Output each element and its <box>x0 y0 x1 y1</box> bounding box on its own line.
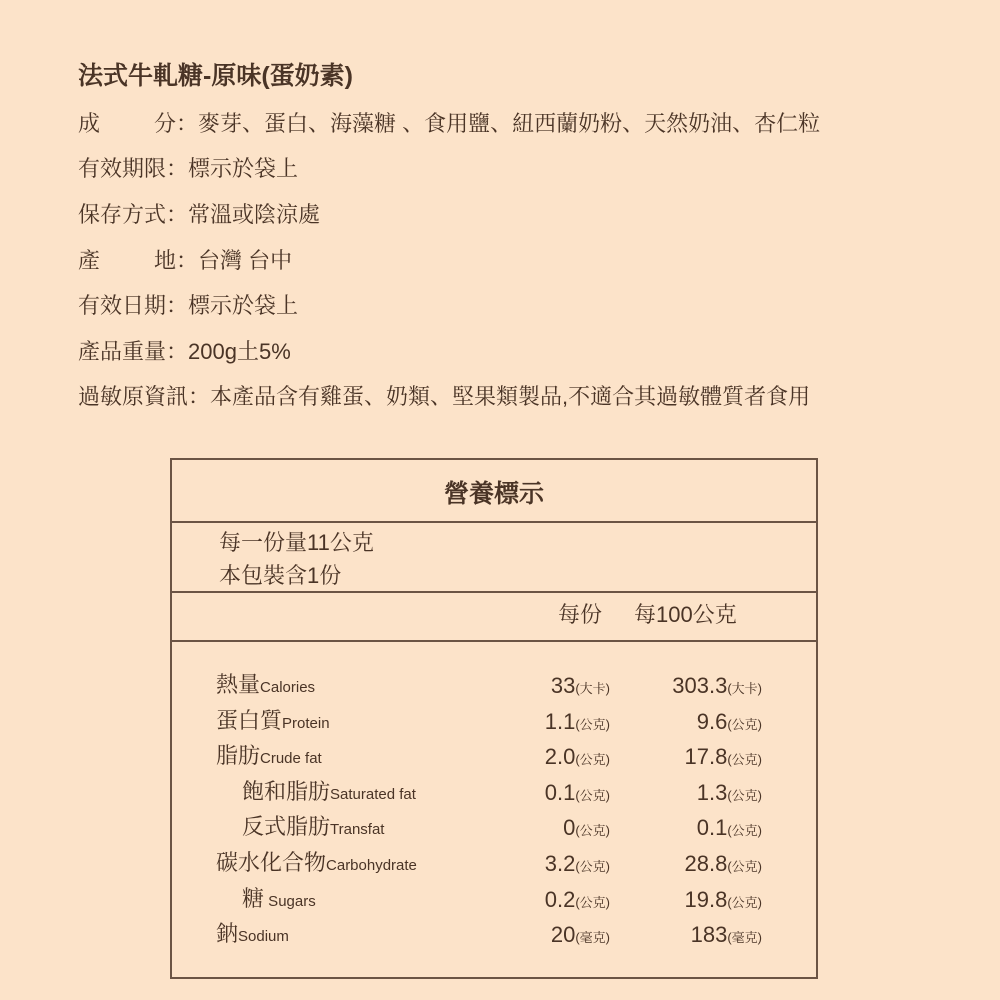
info-value: 本產品含有雞蛋、奶類、堅果類製品,不適合其過敏體質者食用 <box>210 384 811 409</box>
nutrition-table <box>170 458 818 979</box>
info-ingredients: 成分：麥芽、蛋白、海藻糖 、食用鹽、紐西蘭奶粉、天然奶油、杏仁粒 <box>78 107 820 138</box>
nutrient-name: 飽和脂肪Saturated fat <box>242 778 416 804</box>
nutrient-row <box>172 776 816 810</box>
nutrient-name: 糖 Sugars <box>242 885 316 911</box>
value-per-100g: 0.1(公克) <box>696 815 762 841</box>
value-per-serving: 1.1(公克) <box>544 708 610 734</box>
info-value: 常溫或陰涼處 <box>188 202 321 227</box>
value-per-100g: 9.6(公克) <box>696 708 762 734</box>
nutrient-row <box>172 811 816 845</box>
divider <box>172 640 816 642</box>
nutrient-name: 鈉Sodium <box>216 921 289 947</box>
value-per-100g: 1.3(公克) <box>696 779 762 805</box>
info-label: 產地 <box>78 248 176 273</box>
info-expiry: 有效日期：標示於袋上 <box>78 289 298 320</box>
info-value: 麥芽、蛋白、海藻糖 、食用鹽、紐西蘭奶粉、天然奶油、杏仁粒 <box>198 111 821 136</box>
info-label: 成分 <box>78 111 176 136</box>
value-per-serving: 3.2(公克) <box>544 851 610 876</box>
value-per-serving: 20(毫克) <box>550 922 610 948</box>
divider <box>172 521 816 523</box>
info-value: 200g土5% <box>188 339 291 364</box>
info-label: 有效期限 <box>78 156 167 181</box>
col-per-serving: 每份 <box>558 602 603 627</box>
divider <box>172 591 816 593</box>
value-per-100g: 19.8(公克) <box>684 886 762 912</box>
info-label: 產品重量 <box>78 339 167 364</box>
product-title: 法式牛軋糖-原味(蛋奶素) <box>78 62 353 90</box>
nutrient-name: 反式脂肪Transfat <box>242 814 385 840</box>
nutrient-row <box>172 847 816 881</box>
value-per-serving: 0.1(公克) <box>544 779 610 805</box>
nutrition-title: 營養標示 <box>443 480 544 508</box>
nutrient-name: 碳水化合物Carbohydrate <box>216 850 417 875</box>
info-origin: 產地：台灣 台中 <box>78 244 292 275</box>
nutrient-row <box>172 918 816 952</box>
serving-size: 每一份量11公克 <box>219 530 374 555</box>
nutrient-name: 脂肪Crude fat <box>216 743 322 769</box>
value-per-serving: 2.0(公克) <box>544 744 610 770</box>
info-allergen: 過敏原資訊：本產品含有雞蛋、奶類、堅果類製品,不適合其過敏體質者食用 <box>78 380 810 411</box>
info-storage: 保存方式：常溫或陰涼處 <box>78 198 320 229</box>
value-per-100g: 303.3(大卡) <box>672 673 762 698</box>
nutrient-row <box>172 883 816 917</box>
col-per-100g: 每100公克 <box>634 602 737 627</box>
info-label: 保存方式 <box>78 202 167 227</box>
nutrient-row <box>172 740 816 774</box>
nutrient-name: 熱量Calories <box>216 672 316 697</box>
nutrient-row <box>172 705 816 739</box>
value-per-serving: 0(公克) <box>563 815 610 841</box>
servings-per-pack: 本包裝含1份 <box>219 563 342 588</box>
value-per-100g: 183(毫克) <box>690 922 762 948</box>
info-value: 標示於袋上 <box>188 293 299 318</box>
info-label: 有效日期 <box>78 293 167 318</box>
info-shelf-life: 有效期限：標示於袋上 <box>78 152 298 183</box>
value-per-100g: 28.8(公克) <box>684 851 762 876</box>
value-per-serving: 33(大卡) <box>550 673 610 698</box>
value-per-serving: 0.2(公克) <box>544 886 610 912</box>
info-value: 台灣 台中 <box>198 248 293 273</box>
info-weight: 產品重量：200g土5% <box>78 335 291 366</box>
value-per-100g: 17.8(公克) <box>684 744 762 770</box>
nutrient-name: 蛋白質Protein <box>216 707 330 733</box>
info-label: 過敏原資訊 <box>78 384 189 409</box>
nutrient-row <box>172 669 816 703</box>
info-value: 標示於袋上 <box>188 156 299 181</box>
